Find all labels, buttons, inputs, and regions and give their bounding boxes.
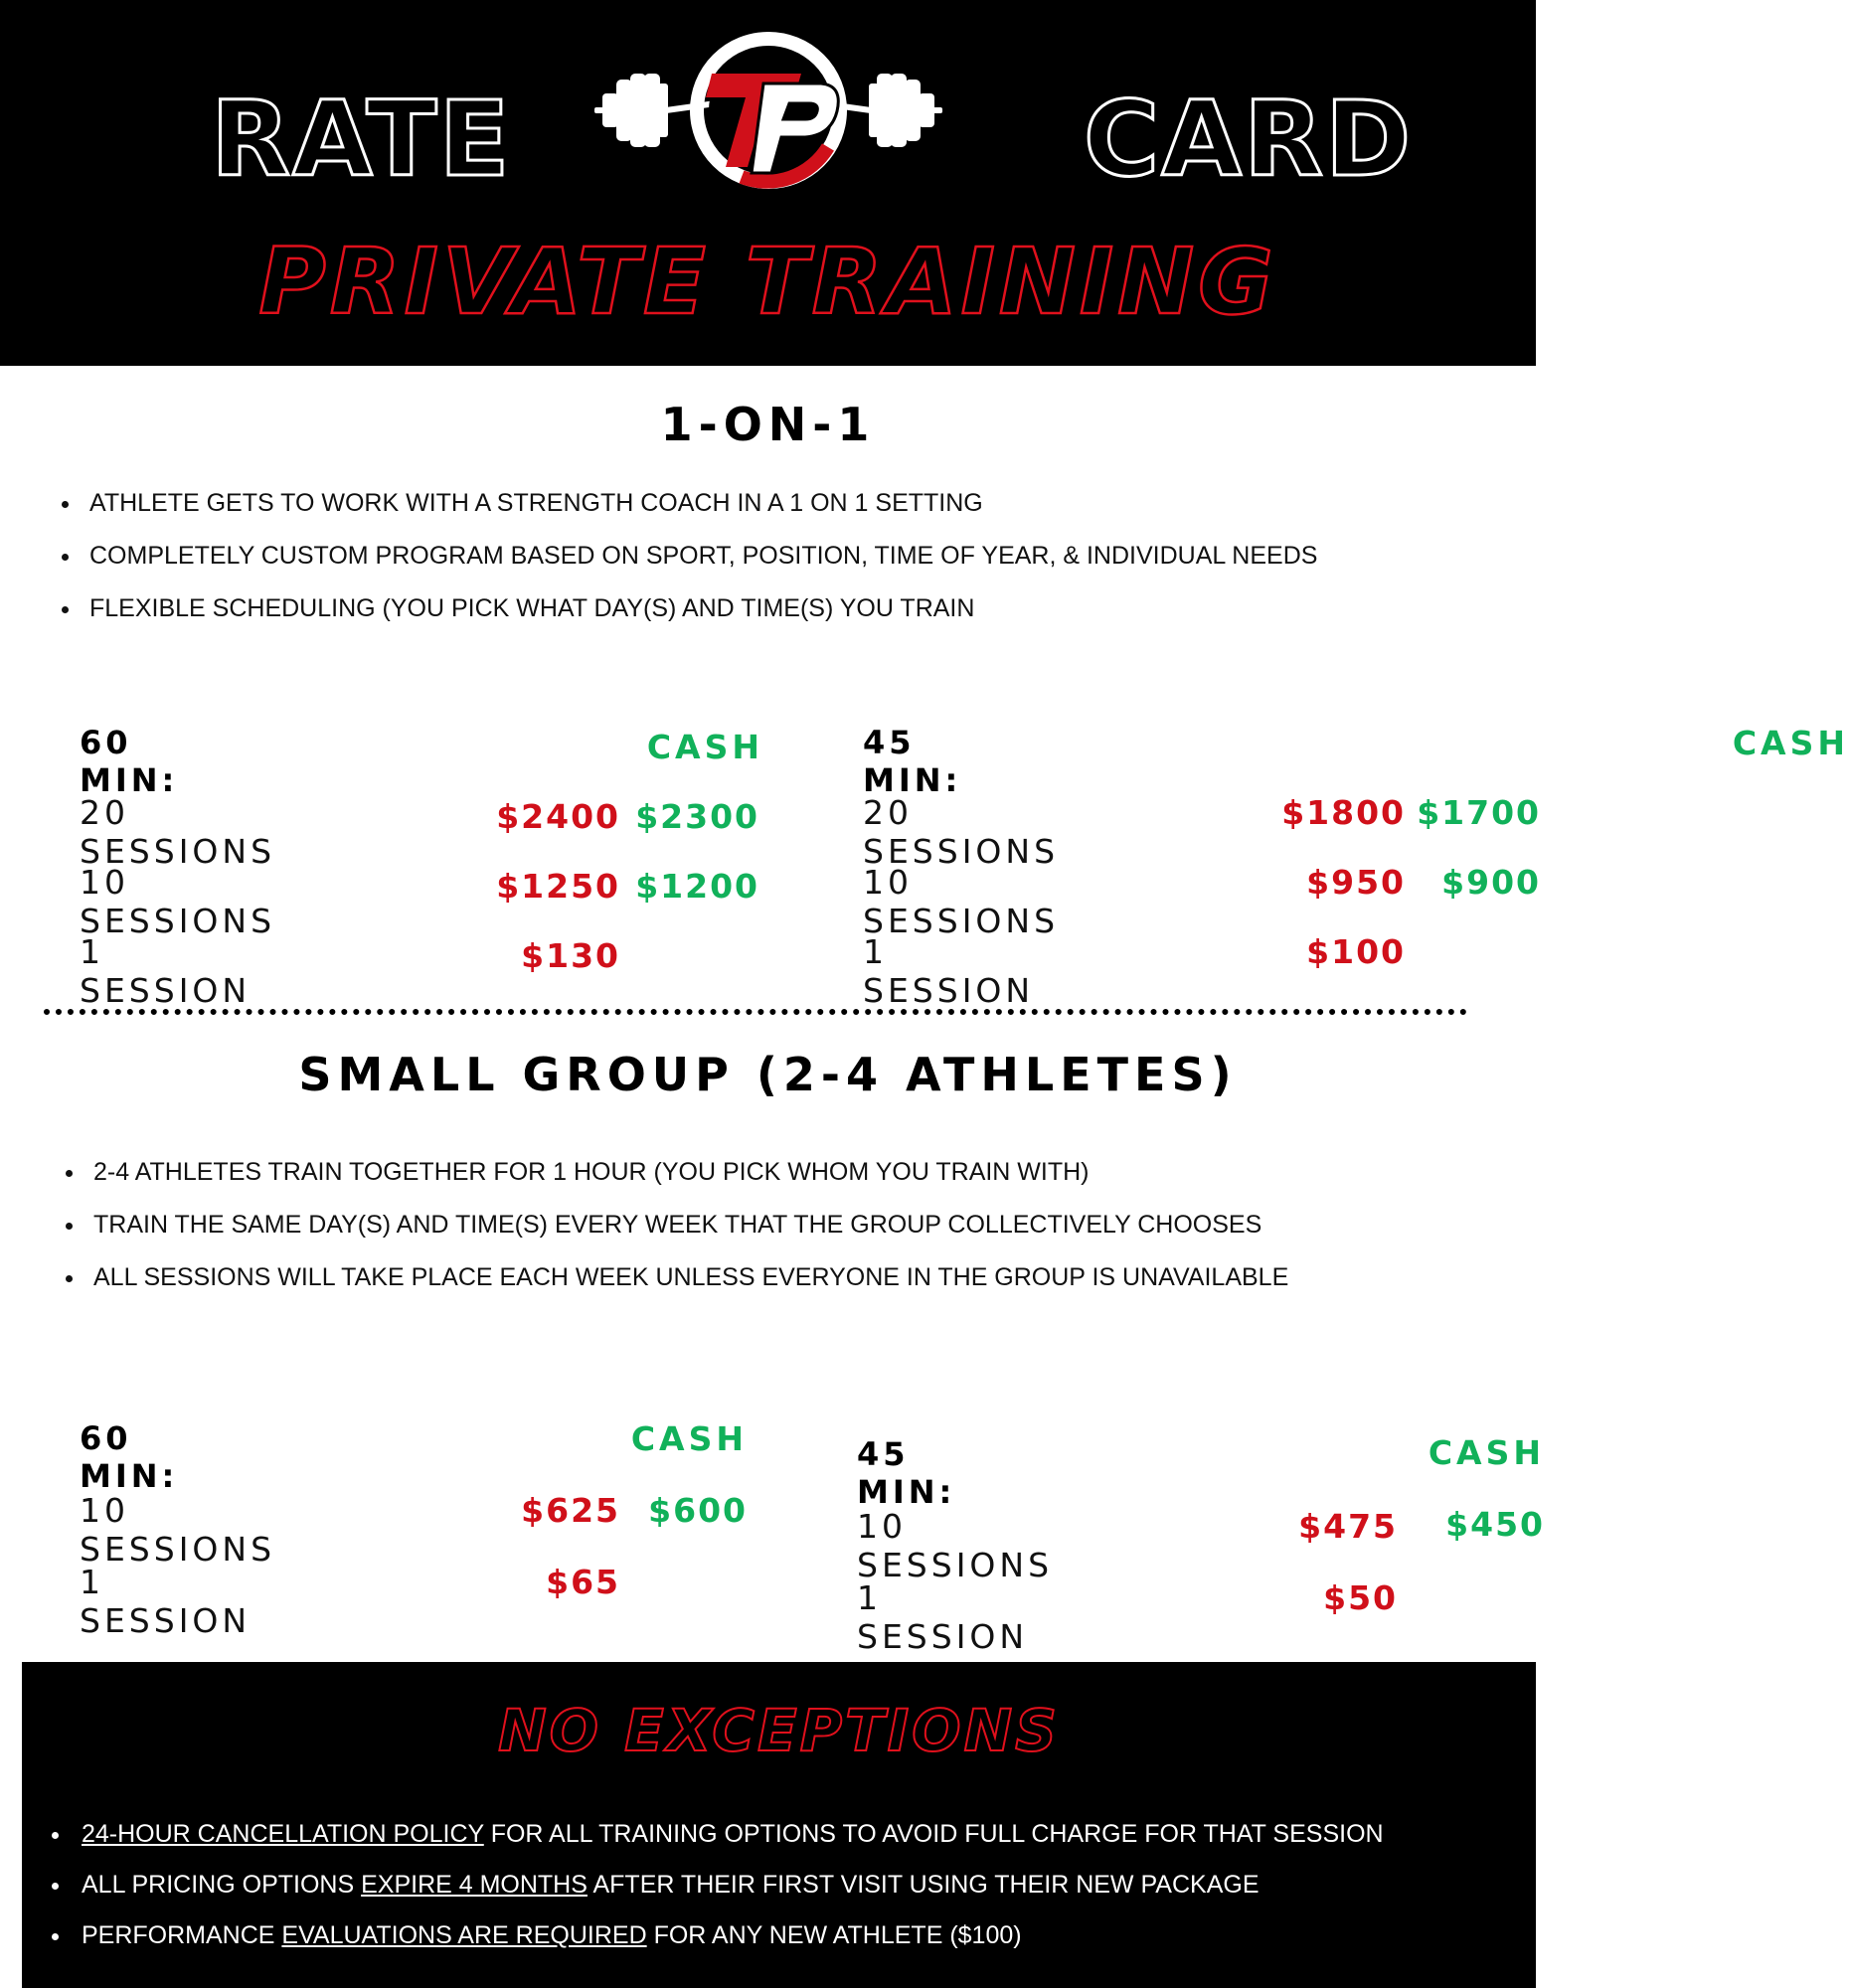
policy-underlined: EXPIRE 4 MONTHS xyxy=(361,1871,588,1899)
policy-pre: PERFORMANCE xyxy=(82,1921,282,1949)
price: $2400 xyxy=(496,797,620,836)
table-heading: 45 MIN: xyxy=(857,1435,956,1511)
policy-item xyxy=(52,1910,1384,1961)
bullet-item: ALL SESSIONS WILL TAKE PLACE EACH WEEK UNLESS EVERYONE IN THE GROUP IS UNAVAILABLE xyxy=(66,1251,1288,1304)
bullet-item: COMPLETELY CUSTOM PROGRAM BASED ON SPORT, POSITION, TIME OF YEAR, & INDIVIDUAL NEEDS xyxy=(62,530,1317,582)
one-on-one-title: 1-ON-1 xyxy=(660,398,876,451)
bullet-item: ATHLETE GETS TO WORK WITH A STRENGTH COACH IN A 1 ON 1 SETTING xyxy=(62,477,1317,530)
rate-word: RATE xyxy=(211,79,512,200)
price: $475 xyxy=(1298,1507,1398,1546)
policy-post: AFTER THEIR FIRST VISIT USING THEIR NEW PACKAGE xyxy=(587,1871,1260,1899)
cash-header: CASH xyxy=(646,728,763,766)
private-training-title: PRIVATE TRAINING xyxy=(258,229,1277,335)
header-banner xyxy=(0,0,1536,366)
price: $1800 xyxy=(1281,793,1406,832)
policy-post: FOR ANY NEW ATHLETE ($100) xyxy=(646,1921,1022,1949)
tp-barbell-logo xyxy=(592,28,944,197)
price: $100 xyxy=(1306,932,1406,971)
price: $950 xyxy=(1306,863,1406,902)
cash-price: $1200 xyxy=(635,867,759,906)
bullet-item: 2-4 ATHLETES TRAIN TOGETHER FOR 1 HOUR (YOU PICK WHOM YOU TRAIN WITH) xyxy=(66,1146,1288,1199)
card-word: CARD xyxy=(1084,79,1414,200)
session-label: 20 SESSIONS xyxy=(80,793,276,871)
policy-item xyxy=(52,1809,1384,1860)
one-on-one-bullets xyxy=(62,477,1317,635)
session-label: 10 SESSIONS xyxy=(80,1491,276,1569)
dotted-divider xyxy=(44,1009,1467,1015)
session-label: 20 SESSIONS xyxy=(863,793,1060,871)
policy-item xyxy=(52,1860,1384,1910)
policy-underlined: EVALUATIONS ARE REQUIRED xyxy=(281,1921,647,1949)
cash-price: $600 xyxy=(648,1491,748,1530)
cash-price: $450 xyxy=(1445,1505,1545,1544)
cash-price: $1700 xyxy=(1417,793,1541,832)
table-heading: 60 MIN: xyxy=(80,724,179,799)
no-exceptions-title: NO EXCEPTIONS xyxy=(498,1697,1060,1764)
policy-list xyxy=(52,1809,1384,1961)
cash-price: $900 xyxy=(1441,863,1541,902)
price: $130 xyxy=(521,936,620,975)
session-label: 10 SESSIONS xyxy=(857,1507,1054,1584)
bullet-item: FLEXIBLE SCHEDULING (YOU PICK WHAT DAY(S) AND TIME(S) YOU TRAIN xyxy=(62,582,1317,635)
session-label: 10 SESSIONS xyxy=(80,863,276,940)
price: $625 xyxy=(521,1491,620,1530)
cash-header: CASH xyxy=(630,1419,748,1458)
price: $50 xyxy=(1323,1578,1398,1617)
table-heading: 60 MIN: xyxy=(80,1419,179,1495)
session-label: 10 SESSIONS xyxy=(863,863,1060,940)
session-label: 1 SESSION xyxy=(857,1578,1029,1656)
session-label: 1 SESSION xyxy=(80,932,252,1010)
cash-header: CASH xyxy=(1732,724,1849,762)
table-heading: 45 MIN: xyxy=(863,724,962,799)
price: $65 xyxy=(546,1563,620,1601)
policy-underlined: 24-HOUR CANCELLATION POLICY xyxy=(82,1820,484,1848)
policy-post: FOR ALL TRAINING OPTIONS TO AVOID FULL CHARGE FOR THAT SESSION xyxy=(483,1820,1384,1848)
cash-header: CASH xyxy=(1428,1433,1545,1472)
session-label: 1 SESSION xyxy=(80,1563,252,1640)
policy-footer xyxy=(22,1662,1536,1988)
price: $1250 xyxy=(496,867,620,906)
small-group-bullets xyxy=(66,1146,1288,1304)
session-label: 1 SESSION xyxy=(863,932,1035,1010)
small-group-title: SMALL GROUP (2-4 ATHLETES) xyxy=(298,1048,1238,1101)
bullet-item: TRAIN THE SAME DAY(S) AND TIME(S) EVERY WEEK THAT THE GROUP COLLECTIVELY CHOOSES xyxy=(66,1199,1288,1251)
policy-pre: ALL PRICING OPTIONS xyxy=(82,1871,362,1899)
cash-price: $2300 xyxy=(635,797,759,836)
